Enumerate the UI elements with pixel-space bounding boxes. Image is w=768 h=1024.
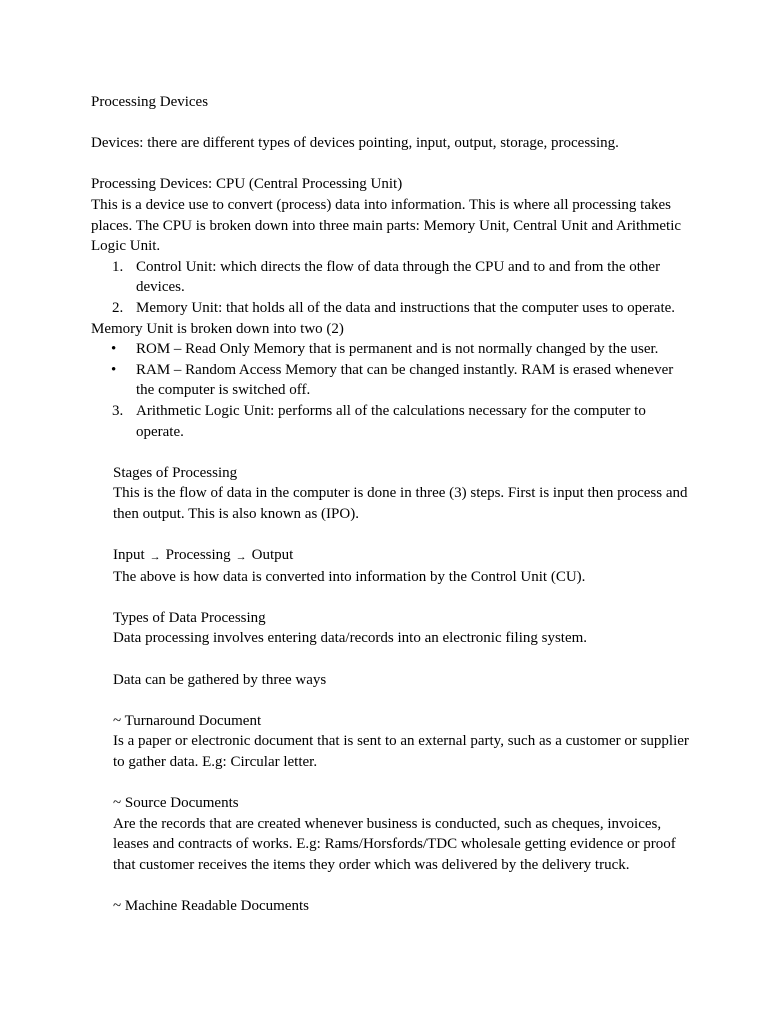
bullet-icon: • [111, 361, 117, 378]
arrow-right-icon: → [149, 551, 161, 564]
types-heading: Types of Data Processing [113, 609, 266, 626]
list-item-text: Memory Unit: that holds all of the data and instructions that the computer uses to operate. [136, 299, 676, 316]
ipo-processing: Processing [165, 547, 231, 564]
ipo-input: Input [113, 547, 145, 564]
ipo-output: Output [251, 547, 294, 564]
list-number: 1. [112, 258, 124, 275]
turnaround-heading: ~ Turnaround Document [113, 712, 262, 729]
spacer [91, 442, 691, 463]
cpu-description: This is a device use to convert (process) data into information. This is where all processing takes places. The CPU is broken down into three main parts: Memory Unit, Central Unit and Arithmetic Logic Unit. [91, 196, 682, 255]
arrow-right-icon: → [235, 551, 247, 564]
list-item [91, 401, 691, 442]
stages-heading: Stages of Processing [113, 464, 238, 481]
list-number: 2. [112, 299, 124, 316]
list-number: 3. [112, 402, 124, 419]
bullet-item [91, 360, 691, 401]
bullet-item [91, 339, 691, 360]
list-item [91, 298, 691, 319]
cpu-heading: Processing Devices: CPU (Central Processing Unit) [91, 176, 403, 193]
spacer [113, 649, 691, 670]
indented-section [91, 463, 691, 917]
source-heading: ~ Source Documents [113, 795, 239, 812]
stages-description: This is the flow of data in the computer is done in three (3) steps. First is input then process and then output. This is also known as (IPO). [113, 485, 688, 522]
spacer [91, 154, 691, 175]
turnaround-description: Is a paper or electronic document that is sent to an external party, such as a customer or supplier to gather data. E.g: Circular letter. [113, 733, 689, 770]
document-body [91, 92, 691, 917]
bullet-item-text: RAM – Random Access Memory that can be changed instantly. RAM is erased whenever the computer is switched off. [136, 361, 674, 399]
list-item-text: Arithmetic Logic Unit: performs all of the calculations necessary for the computer to operate. [136, 402, 646, 440]
ipo-note: The above is how data is converted into information by the Control Unit (CU). [113, 568, 586, 585]
machine-heading: ~ Machine Readable Documents [113, 898, 309, 915]
spacer [113, 876, 691, 897]
source-description: Are the records that are created whenever business is conducted, such as cheques, invoices, leases and contracts of works. E.g: Rams/Horsfords/TDC wholesale getting evidence or proof that customer receives the items they order which was delivered by the delivery truck. [113, 815, 676, 873]
spacer [113, 587, 691, 608]
bullet-item-text: ROM – Read Only Memory that is permanent and is not normally changed by the user. [136, 341, 659, 358]
spacer [113, 773, 691, 794]
spacer [113, 524, 691, 545]
spacer [91, 113, 691, 134]
ipo-flow [113, 545, 691, 567]
gathered-intro: Data can be gathered by three ways [113, 671, 327, 688]
memory-unit-note: Memory Unit is broken down into two (2) [91, 320, 344, 337]
devices-intro: Devices: there are different types of devices pointing, input, output, storage, processing. [91, 135, 619, 152]
list-item [91, 257, 691, 298]
document-title: Processing Devices [91, 94, 209, 110]
bullet-icon: • [111, 341, 117, 358]
spacer [113, 690, 691, 711]
list-item-text: Control Unit: which directs the flow of data through the CPU and to and from the other devices. [136, 258, 661, 296]
types-description: Data processing involves entering data/records into an electronic filing system. [113, 630, 588, 647]
